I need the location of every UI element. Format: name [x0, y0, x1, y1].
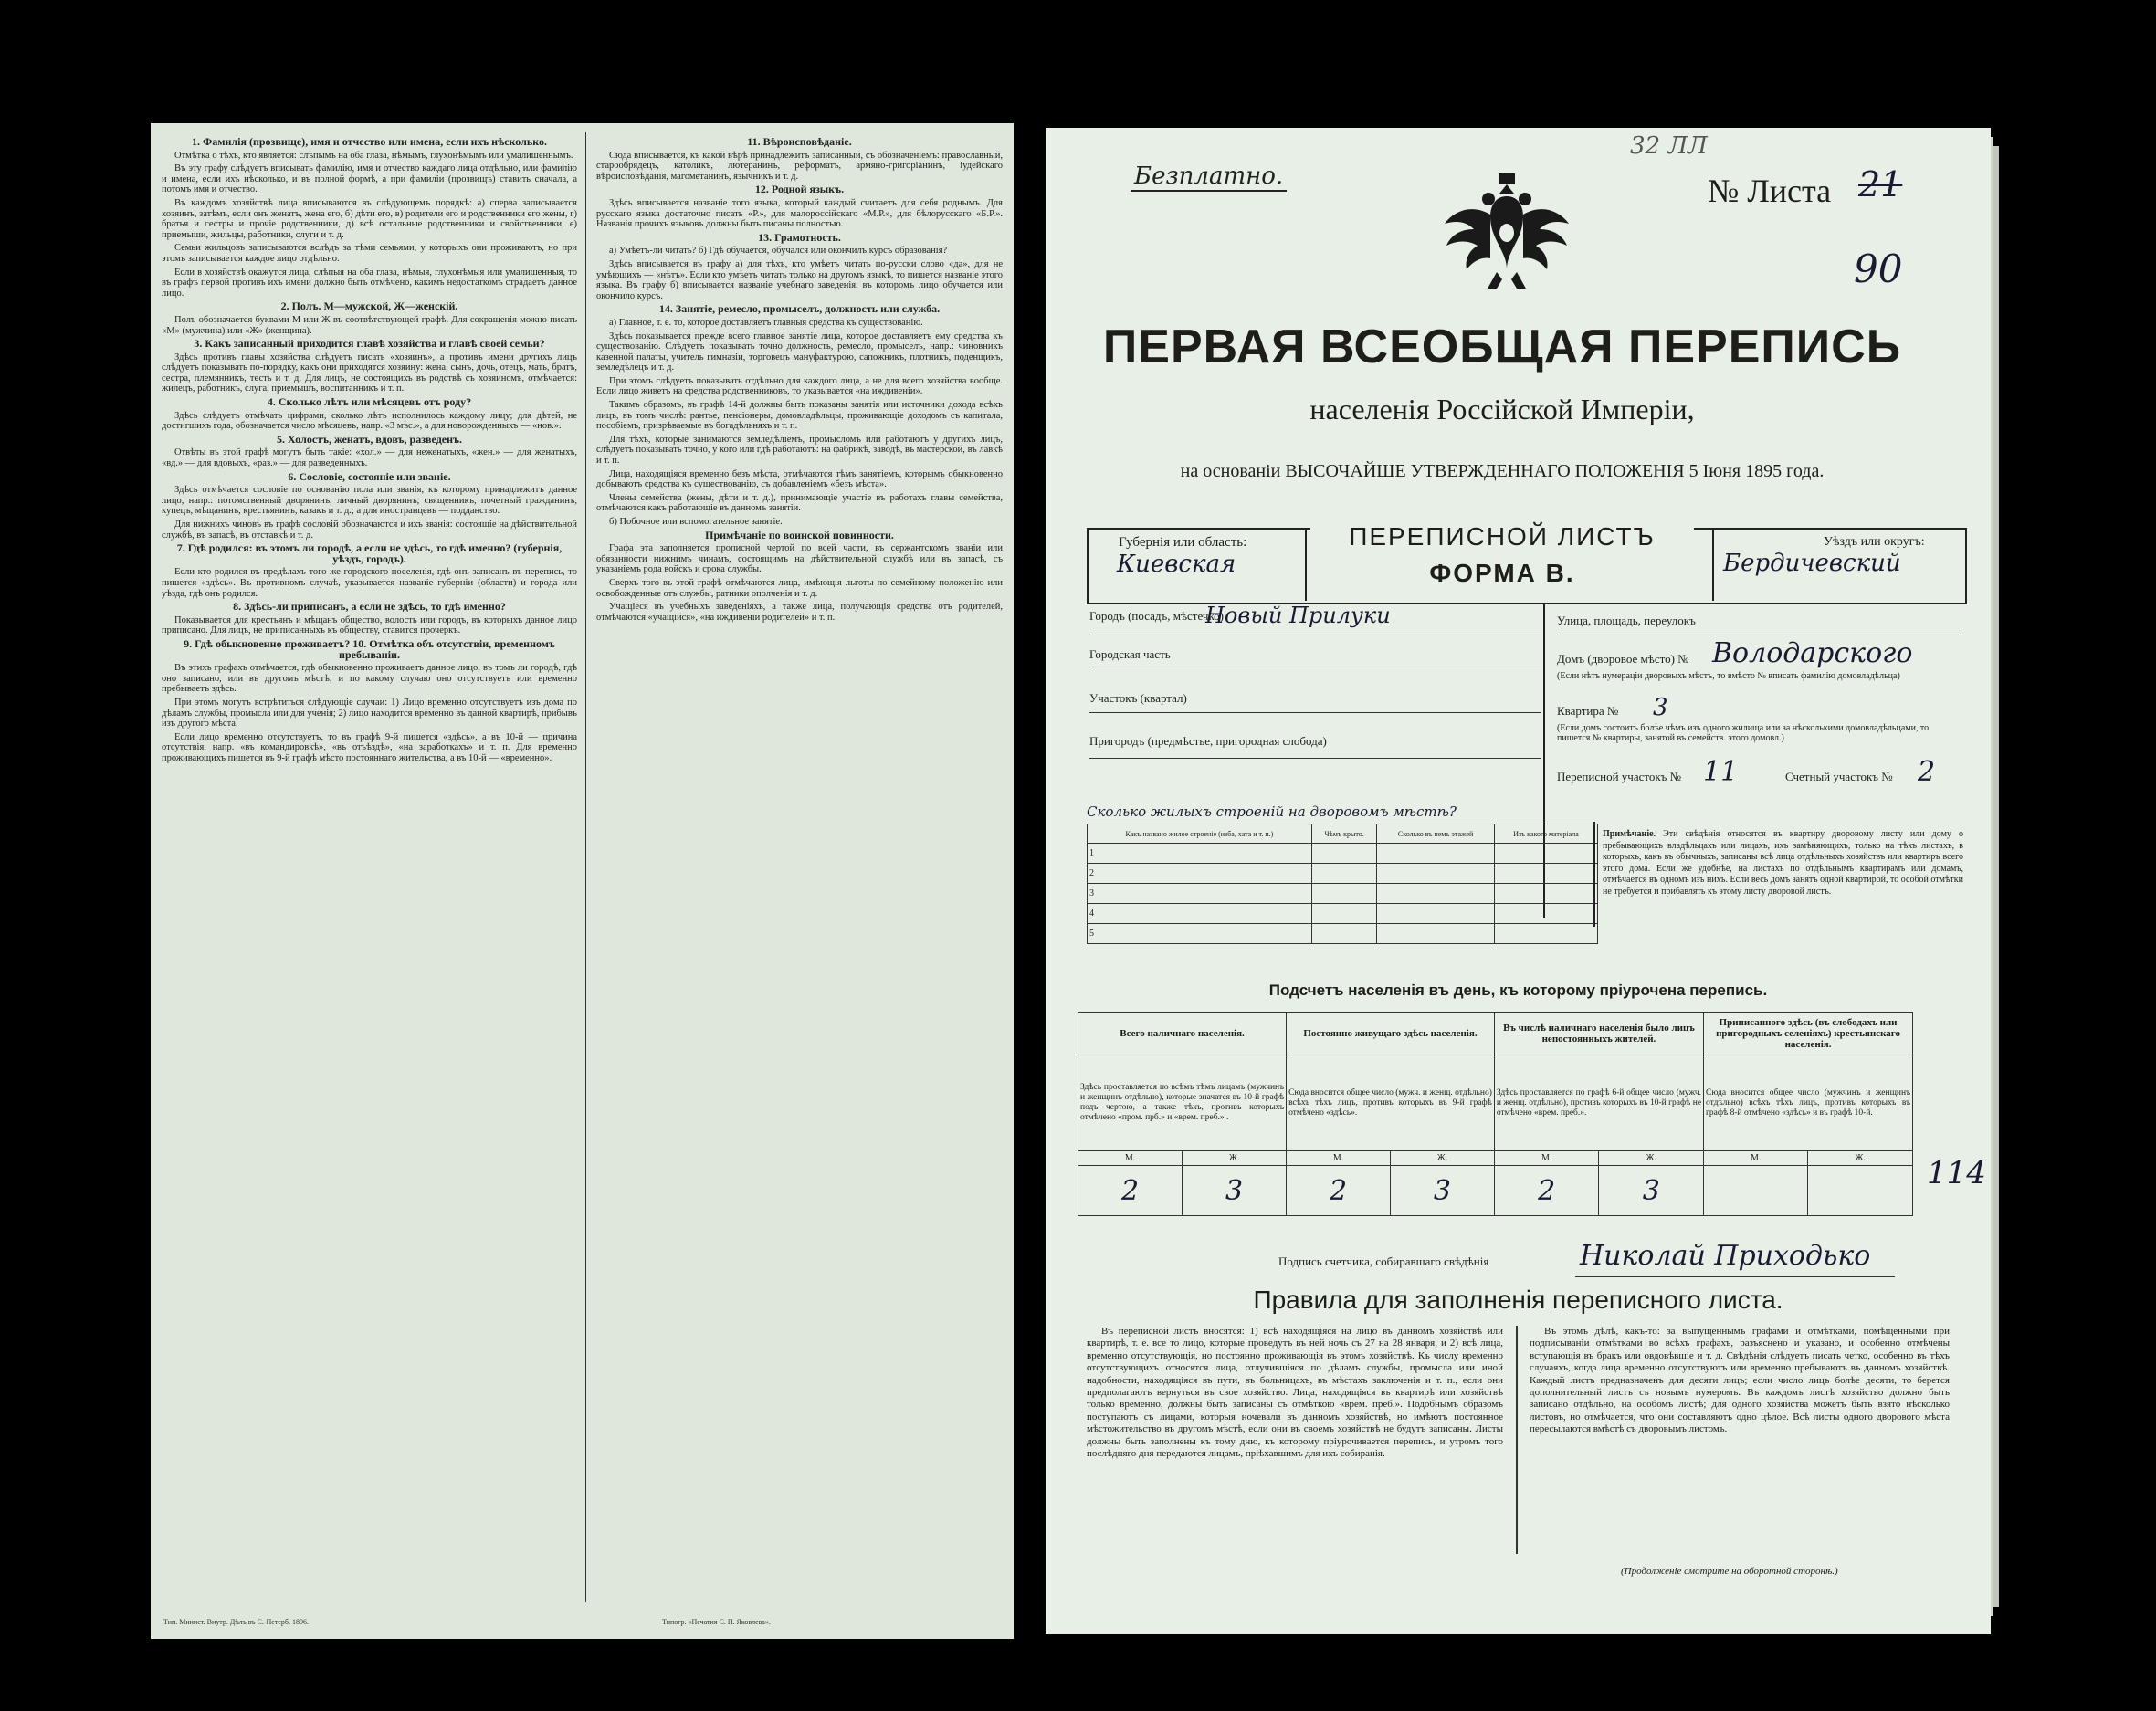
province-cell — [1089, 530, 1307, 601]
note-title: Примѣчаніе. — [1603, 829, 1656, 839]
section-heading: 14. Занятіе, ремесло, промыселъ, должность или служба. — [658, 302, 941, 316]
instruction-paragraph: Сверхъ того въ этой графѣ отмѣчаются лица, имѣющія льготы по семейному положенію или освобожденные отъ службы, ратники ополченія и т. д. — [596, 577, 1003, 599]
instruction-paragraph: Семьи жильцовъ записываются вслѣдъ за тѣми семьями, у которыхъ они проживаютъ, но при этомъ записывается каждое лицо отдѣльно. — [162, 243, 577, 264]
table-row — [1088, 844, 1598, 864]
rules-column-left: Въ переписной листъ вносятся: 1) всѣ находящіяся на лицо въ данномъ хозяйствѣ или квартирѣ, т. е. все то лицо, которые проведутъ въ ней ночь съ 27 на 28 января, и 2) всѣ лица, временно отсутствующія, но постоянно проживающія въ этомъ хозяйствѣ. Къ числу временно отсутствующихъ относятся лица, отлучившіяся по дѣламъ службы, промысла или иной надобности, находящіяся въ пути, въ больницахъ, въ мѣстахъ заключенія и т. п., если они предполагаютъ вернуться въ свое хозяйство. Лица, находящіяся въ квартирѣ или хозяйствѣ только временно, должны быть записаны съ отмѣткою «врем. преб.». Подобнымъ образомъ поступаютъ съ лицами, которыя ночевали въ данномъ хозяйствѣ, но имѣютъ постоянное мѣстожительство въ другомъ мѣстѣ, если они въ своемъ хозяйствѣ не будутъ записаны. Листы должны быть заполнены къ тому дню, къ которому пріурочивается перепись, и утромъ того послѣдняго дня передаются лицамъ, пріѣхавшимъ для ихъ собиранія. — [1087, 1326, 1503, 1460]
instruction-paragraph: а) Умѣетъ-ли читать? б) Гдѣ обучается, обучался или окончилъ курсъ образованія? — [609, 246, 948, 257]
sex-label: Ж. — [1808, 1151, 1913, 1166]
sex-label: М. — [1704, 1151, 1808, 1166]
section-label: Участокъ (квартал) — [1089, 691, 1187, 705]
buildings-cell[interactable] — [1377, 904, 1495, 924]
section-heading: 6. Сословіе, состояніе или званіе. — [288, 469, 451, 483]
sheet-number-value: 21 — [1858, 164, 1903, 205]
instruction-paragraph: Для нижнихъ чиновъ въ графѣ сословій обозначаются и ихъ званія: состоящіе на дѣйствительной службѣ, въ запасѣ, въ отставкѣ и т. д. — [162, 520, 577, 541]
page-edge — [1993, 146, 1999, 1607]
buildings-cell[interactable]: 2 — [1088, 864, 1312, 884]
footer-printer-right: Типогр. «Печатня С. П. Яковлева». — [662, 1618, 771, 1626]
sex-label: М. — [1287, 1151, 1391, 1166]
section-heading: 12. Родной языкъ. — [754, 183, 845, 196]
count-value-cell[interactable]: 3 — [1183, 1166, 1287, 1216]
pencil-note-side: 90 — [1854, 247, 1903, 291]
street-label: Улица, площадь, переулокъ — [1557, 614, 1696, 627]
buildings-table — [1087, 824, 1598, 944]
instructions-column-right — [596, 134, 1003, 1602]
count-note: Сюда вносится общее число (мужчинъ и женщинъ отдѣльно) всѣхъ тѣхъ лицъ, противъ которыхъ въ графѣ 8-й отмѣчено «здѣсь» и въ графѣ 10-й. — [1704, 1055, 1913, 1151]
buildings-header: Чѣмъ крыто. — [1311, 824, 1376, 844]
city-value: Новый Прилуки — [1205, 603, 1391, 628]
pencil-note-top: 32 ЛЛ — [1630, 132, 1708, 160]
buildings-cell[interactable] — [1311, 904, 1376, 924]
count-value-cell[interactable] — [1808, 1166, 1913, 1216]
section-heading: 13. Грамотность. — [758, 230, 841, 244]
section-heading: 11. Вѣроисповѣданіе. — [747, 135, 852, 148]
rules-title: Правила для заполненія переписного листа. — [1253, 1286, 1783, 1314]
instruction-paragraph: Отвѣты въ этой графѣ могутъ быть такіе: «хол.» — для неженатыхъ, «жен.» — для женатыхъ, «вд.» — для вдовыхъ, «раз.» — для разведенныхъ. — [162, 447, 577, 469]
district-cell — [1712, 530, 1965, 601]
house-label: Домъ (дворовое мѣсто) № — [1557, 652, 1689, 666]
buildings-cell[interactable] — [1311, 924, 1376, 944]
section-heading: 7. Гдѣ родился: въ этомъ ли городѣ, а если не здѣсь, то гдѣ именно? (губернія, уѣздъ, городъ). — [176, 541, 563, 565]
sex-label: Ж. — [1183, 1151, 1287, 1166]
rules-column-right: Въ этомъ дѣлѣ, какъ-то: за выпущеннымъ графами и отмѣтками, помѣщенными при подписываніи отмѣтками во всѣхъ графахъ, разъяснено и указано, и особенно отмѣчены вступающія въ бракъ или овдовѣвшіе и т. д. Свѣдѣнія слѣдуетъ писать четко, особенно въ тѣхъ случаяхъ, когда лица временно отсутствуютъ или временно пребываютъ въ данномъ хозяйствѣ. Каждый листъ предназначенъ для десяти лицъ; если число лицъ болѣе десяти, то берется дополнительный листъ съ новымъ нумеромъ. Въ каждомъ листѣ хозяйство должно быть записано отдѣльно, на особомъ листѣ; для одного хозяйства можетъ быть взято нѣсколько листовъ, но отмѣчается, что они составляютъ одно цѣлое. Всѣ листы одного дворового мѣста пересылаются вмѣстѣ съ дворовымъ листомъ. — [1530, 1326, 1950, 1435]
buildings-cell[interactable] — [1377, 884, 1495, 904]
instruction-paragraph: а) Главное, т. е. то, которое доставляетъ главныя средства къ существованію. — [609, 317, 923, 328]
table-row — [1088, 884, 1598, 904]
instruction-paragraph: Здѣсь отмѣчается сословіе по основанію пола или званія, къ которому принадлежитъ данное лицо, напр.: потомственный дворянинъ, личный дворянинъ, священникъ, почетный гражданинъ, купецъ, мѣщанинъ, крестьянинъ, казакъ и т. д.; а для иностранцевъ — подданство. — [162, 485, 577, 517]
count-value-cell[interactable]: 3 — [1599, 1166, 1704, 1216]
counter-district-label: Счетный участокъ № — [1785, 770, 1893, 783]
section-heading: 5. Холостъ, женатъ, вдовъ, разведенъ. — [276, 432, 463, 446]
province-label: Губернія или область: — [1119, 535, 1247, 550]
sex-label: Ж. — [1390, 1151, 1494, 1166]
instruction-paragraph: Такимъ образомъ, въ графѣ 14-й должны быть показаны занятія или источники дохода всѣхъ лицъ, въ томъ числѣ: рантье, пенсіонеры, домовладѣльцы, проживающіе доходомъ съ капитала, пособіемъ, призрѣваемые въ богадѣльняхъ и т. п. — [596, 400, 1003, 432]
instruction-paragraph: Здѣсь вписывается въ графу а) для тѣхъ, кто умѣетъ читать по-русски слово «да», для не умѣющихъ — «нѣтъ». Если кто умѣетъ читать только на другомъ языкѣ, то пишется названіе этого языка. Въ графу б) вписывается названіе учебнаго заведенія, въ которомъ лицо обучается или окончило курсъ. — [596, 258, 1003, 301]
buildings-cell[interactable]: 5 — [1088, 924, 1312, 944]
province-value: Киевская — [1117, 551, 1236, 578]
left-page — [151, 123, 1014, 1639]
buildings-cell[interactable] — [1311, 884, 1376, 904]
buildings-note — [1603, 829, 1963, 897]
house-note: (Если нѣтъ нумераціи дворовыхъ мѣстъ, то вмѣсто № вписать фамилію домовладѣльца) — [1557, 671, 1900, 681]
buildings-cell[interactable] — [1495, 904, 1598, 924]
buildings-cell[interactable] — [1377, 864, 1495, 884]
form-title: ПЕРЕПИСНОЙ ЛИСТЪ — [1310, 522, 1694, 551]
instruction-paragraph: Если лицо временно отсутствуетъ, то въ графѣ 9-й пишется «здѣсь», а въ 10-й — причина отсутствія, напр. «въ командировкѣ», «въ отъѣздѣ», «на заработкахъ» и т. п. Для временно проживающихъ пишется въ 9-й графѣ мѣсто постояннаго жительства, а въ 10-й — «временно». — [162, 731, 577, 763]
instruction-paragraph: Здѣсь слѣдуетъ отмѣчать цифрами, сколько лѣтъ исполнилось каждому лицу; для дѣтей, не достигшихъ года, обозначается число мѣсяцевъ, напр. «3 мѣс.», а для новорожденныхъ — «нов.». — [162, 410, 577, 432]
count-value-cell[interactable]: 2 — [1078, 1166, 1183, 1216]
count-header: Всего наличнаго населенія. — [1078, 1013, 1287, 1055]
buildings-header: Какъ названо жилое строеніе (изба, хата и т. п.) — [1088, 824, 1312, 844]
buildings-cell[interactable] — [1495, 924, 1598, 944]
instruction-paragraph: Здѣсь показывается прежде всего главное занятіе лица, которое доставляетъ ему средства къ существованію. Слѣдуетъ показывать точно должность, ремесло, промыселъ, напр.: чиновникъ казенной палаты, учитель гимназіи, торговецъ мануфактурою, сапожникъ, плотникъ, поденщикъ, земледѣлецъ и т. д. — [596, 331, 1003, 373]
census-district-label: Переписной участокъ № — [1557, 770, 1682, 783]
section-heading: 9. Гдѣ обыкновенно проживаетъ? 10. Отмѣтка объ отсутствіи, временномъ пребываніи. — [184, 636, 555, 661]
instruction-paragraph: Показывается для крестьянъ и мѣщанъ общество, волость или городъ, въ которыхъ данное лицо приписано. Для лицъ, не приписанныхъ къ обществу, ставится прочеркъ. — [162, 614, 577, 636]
instruction-paragraph: Если в хозяйствѣ окажутся лица, слѣпыя на оба глаза, нѣмыя, глухонѣмыя или умалишенныя, то въ графѣ первой противъ ихъ имени должно быть отмѣчено, какимъ недостаткомъ страдаетъ данное лицо. — [162, 267, 577, 299]
section-heading: 8. Здѣсь-ли приписанъ, а если не здѣсь, то гдѣ именно? — [233, 600, 506, 614]
counter-district-value: 2 — [1918, 756, 1936, 788]
district-label: Уѣздъ или округъ: — [1824, 535, 1925, 549]
double-headed-eagle-emblem — [1438, 164, 1575, 301]
buildings-cell[interactable] — [1311, 844, 1376, 864]
sex-label: М. — [1078, 1151, 1183, 1166]
buildings-cell[interactable] — [1495, 864, 1598, 884]
free-label: Безплатно. — [1131, 163, 1287, 192]
instruction-paragraph: б) Побочное или вспомогательное занятіе. — [609, 517, 783, 527]
sex-label: Ж. — [1599, 1151, 1704, 1166]
instruction-paragraph: Члены семейства (жены, дѣти и т. д.), принимающіе участіе въ работахъ главы семейства, отмѣчаются какъ работающіе въ данномъ занятіи. — [596, 492, 1003, 514]
buildings-header: Сколько въ немъ этажей — [1377, 824, 1495, 844]
apartment-label: Квартира № — [1557, 704, 1619, 718]
instruction-paragraph: Здѣсь вписывается названіе того языка, который каждый считаетъ для себя роднымъ. Для русскаго языка достаточно писать «Р.», для малороссійскаго «М.Р.», для бѣлорусскаго «Б.Р.». Названія прочихъ языковъ должны быть писаны полностью. — [596, 197, 1003, 230]
sex-label: М. — [1494, 1151, 1599, 1166]
buildings-cell[interactable] — [1311, 864, 1376, 884]
buildings-cell[interactable]: 4 — [1088, 904, 1312, 924]
legal-basis: на основаніи ВЫСОЧАЙШЕ УТВЕРЖДЕННАГО ПОЛОЖЕНІЯ 5 Іюня 1895 года. — [1180, 461, 1825, 481]
count-note: Здѣсь проставляется по графѣ 6-й общее число (мужч. и женщ. отдѣльно), противъ которыхъ въ 10-й графѣ не отмѣчено «врем. преб.». — [1494, 1055, 1703, 1151]
house-value: Володарского — [1712, 637, 1913, 669]
signature-label: Подпись счетчика, собиравшаго свѣдѣнія — [1278, 1254, 1489, 1268]
table-row — [1088, 904, 1598, 924]
rules-continued: (Продолженіе смотрите на оборотной сторонѣ.) — [1621, 1566, 1838, 1577]
instruction-paragraph: Полъ обозначается буквами М или Ж въ соотвѣтствующей графѣ. Для сокращенія можно писать «М» (мужчина) или «Ж» (женщина). — [162, 314, 577, 336]
signature-value: Николай Приходько — [1580, 1240, 1871, 1272]
instruction-paragraph: Если кто родился въ предѣлахъ того же городского поселенія, гдѣ онъ записанъ въ перепись, то пишется «здѣсь». Въ противномъ случаѣ, указывается названіе губерніи (области) и города или уѣзда, гдѣ онъ родился. — [162, 567, 577, 599]
section-heading: 2. Полъ. М—мужской, Ж—женскій. — [280, 299, 458, 313]
instructions-column-left — [162, 134, 577, 1602]
instruction-paragraph: Для тѣхъ, которые занимаются земледѣліемъ, промысломъ или работаютъ у другихъ лицъ, слѣдуетъ показывать точно, у кого или гдѣ работаютъ: на фабрикѣ, заводѣ, въ мастерской, въ лавкѣ и т. п. — [596, 434, 1003, 467]
buildings-cell[interactable] — [1377, 844, 1495, 864]
right-page — [1046, 128, 1991, 1634]
instruction-paragraph: При этомъ могутъ встрѣтиться слѣдующіе случаи: 1) Лицо временно отсутствуетъ изъ дома по дѣламъ службы, промысла или для ученія; 2) лицо находится временно въ данной квартирѣ, прибывъ изъ другого мѣста. — [162, 697, 577, 730]
sheet-number-label: № Листа — [1708, 173, 1832, 209]
buildings-cell[interactable]: 3 — [1088, 884, 1312, 904]
buildings-question: Сколько жилыхъ строеній на дворовомъ мѣстѣ? — [1087, 803, 1457, 820]
census-district-value: 11 — [1703, 756, 1739, 788]
count-header: Приписанного здѣсь (въ слободахъ или пригородныхъ селеніяхъ) крестьянскаго населенія. — [1704, 1013, 1913, 1055]
count-note: Сюда вносится общее число (мужч. и женщ. отдѣльно) всѣхъ тѣхъ лицъ, противъ которыхъ въ 9-й графѣ отмѣчено «здѣсь». — [1287, 1055, 1495, 1151]
instruction-paragraph: Графа эта заполняется прописной чертой по всей части, въ сержантскомъ званіи или обязанности нижнимъ чинамъ, состоящимъ на дѣйствительной службѣ или въ запасѣ, съ указаніемъ рода войскъ и срока службы. — [596, 543, 1003, 575]
instruction-paragraph: При этомъ слѣдуетъ показывать отдѣльно для каждого лица, а не для всего хозяйства вообще. Если лицо живетъ на средства родственниковъ, то указывается «на иждивеніи». — [596, 375, 1003, 397]
buildings-cell[interactable] — [1495, 884, 1598, 904]
instruction-paragraph: Учащіеся въ учебныхъ заведеніяхъ, а также лица, получающія средства отъ родителей, отмѣчаются «учащійся», «на иждивеніи родителей» и т. п. — [596, 602, 1003, 623]
buildings-cell[interactable] — [1377, 924, 1495, 944]
count-value-cell[interactable]: 2 — [1494, 1166, 1599, 1216]
buildings-cell[interactable]: 1 — [1088, 844, 1312, 864]
table-row — [1088, 924, 1598, 944]
section-heading: 3. Какъ записанный приходится главѣ хозяйства и главѣ своей семьи? — [194, 337, 545, 351]
section-heading: 1. Фамилія (прозвище), имя и отчество или имена, если ихъ нѣсколько. — [192, 135, 547, 148]
section-heading: Примѣчаніе по воинской повинности. — [705, 528, 894, 541]
apartment-value: 3 — [1653, 694, 1668, 721]
buildings-cell[interactable] — [1495, 844, 1598, 864]
page-subtitle: населенія Россійской Имперіи, — [1309, 393, 1695, 425]
count-title: Подсчетъ населенія въ день, къ которому пріурочена перепись. — [1268, 981, 1768, 999]
section-heading: 4. Сколько лѣтъ или мѣсяцевъ отъ роду? — [267, 395, 472, 409]
margin-number: 114 — [1927, 1155, 1986, 1191]
city-part-label: Городская часть — [1089, 647, 1171, 661]
instruction-paragraph: Сюда вписывается, къ какой вѣрѣ принадлежитъ записанный, съ обозначеніемъ: православный, старообрядецъ, католикъ, лютеранинъ, реформатъ, армяно-григоріанинъ, іудейскаго вѣроисповѣданія, магометанинъ, язычникъ и т. д. — [596, 150, 1003, 182]
form-name: ФОРМА В. — [1429, 559, 1575, 587]
count-value-cell[interactable]: 3 — [1390, 1166, 1494, 1216]
population-count-table — [1078, 1012, 1913, 1216]
district-value: Бердичевский — [1723, 550, 1901, 577]
buildings-header: Изъ какого матеріала — [1495, 824, 1598, 844]
count-value-cell[interactable] — [1704, 1166, 1808, 1216]
apartment-note: (Если домъ состоитъ болѣе чѣмъ изъ одного жилища или за нѣсколькими домовладѣльцами, то пишется № квартиры, занятой въ семейств. этого домовл.) — [1557, 723, 1930, 743]
instruction-paragraph: Лица, находящіяся временно безъ мѣста, отмѣчаются тѣмъ занятіемъ, которымъ обыкновенно добываютъ средства къ существованію, съ добавленіемъ «безъ мѣста». — [596, 468, 1003, 490]
city-label: Городъ (посадъ, мѣстечко) — [1089, 609, 1224, 623]
column-divider — [585, 132, 586, 1602]
note-text: Эти свѣдѣнія относятся въ квартиру дворовому листу или дому о пребывающихъ владѣльцахъ или лицахъ, ихъ замѣняющихъ, только на тѣхъ листахъ, в которыхъ, какъ въ обычныхъ, записаны всѣ лица отдѣльныхъ хозяйствъ или квартиръ всего этого дома. Если же удобнѣе, на листахъ по отдѣльнымъ квартирамъ или домамъ, отмѣчается въ одномъ изъ нихъ. Если весь домъ занятъ одной квартирой, то особой отмѣтки не требуется и прибавлять къ этому листу дворовой листъ. — [1603, 829, 1963, 897]
count-header: Постоянно живущаго здѣсь населенія. — [1287, 1013, 1495, 1055]
page-title: ПЕРВАЯ ВСЕОБЩАЯ ПЕРЕПИСЬ — [1102, 320, 1902, 373]
table-row — [1088, 864, 1598, 884]
footer-printer-left: Тип. Минист. Внутр. Дѣлъ въ С.-Петерб. 1896. — [163, 1618, 309, 1626]
instruction-paragraph: Въ эту графу слѣдуетъ вписывать фамилію, имя и отчество каждаго лица отдѣльно, или фамилію и имена, если ихъ нѣсколько, и въ полной формѣ, а при фамиліи (прозвищѣ) ставить сначала, а потомъ имя и отчество. — [162, 163, 577, 195]
suburb-label: Пригородъ (предмѣстье, пригородная слобода) — [1089, 734, 1327, 748]
instruction-paragraph: Въ каждомъ хозяйствѣ лица вписываются въ слѣдующемъ порядкѣ: а) сперва записывается хозяинъ, затѣмъ, если онъ женатъ, жена его, б) дѣти его, в) родители его и родственники его жены, г) братья и сестры и прочіе родственники, д) всѣ остальные родственники и свойственники, е) приемыши, жильцы, работники, слуги и т. д. — [162, 197, 577, 240]
count-value-cell[interactable]: 2 — [1287, 1166, 1391, 1216]
count-note: Здѣсь проставляется по всѣмъ тѣмъ лицамъ (мужчинъ и женщинъ отдѣльно), которые значатся въ 10-й графѣ подъ чертою, а также тѣхъ, противъ которыхъ отмѣчено «пром. прб.» и «врем. преб.» . — [1078, 1055, 1287, 1151]
instruction-paragraph: Въ этихъ графахъ отмѣчается, гдѣ обыкновенно проживаетъ данное лицо, въ томъ ли городѣ, гдѣ оно записано, или въ другомъ мѣстѣ; и по какому случаю оно отсутствуетъ или временно пребываетъ здѣсь. — [162, 663, 577, 695]
count-header: Въ числѣ наличнаго населенія было лицъ непостоянныхъ жителей. — [1494, 1013, 1703, 1055]
instruction-paragraph: Здѣсь противъ главы хозяйства слѣдуетъ писать «хозяинъ», а противъ имени другихъ лицъ слѣдуетъ показывать по-порядку, какъ они приходятся хозяину: жена, сынъ, дочь, отецъ, мать, братъ, сестра, племянникъ, тесть и т. д. Для лицъ, не состоящихъ въ родствѣ съ хозяиномъ, отмѣчается: жилецъ, работникъ, слуга, приемышъ, воспитанникъ и т. п. — [162, 352, 577, 394]
instruction-paragraph: Отмѣтка о тѣхъ, кто является: слѣпымъ на оба глаза, нѣмымъ, глухонѣмымъ или умалишеннымъ. — [174, 150, 573, 161]
